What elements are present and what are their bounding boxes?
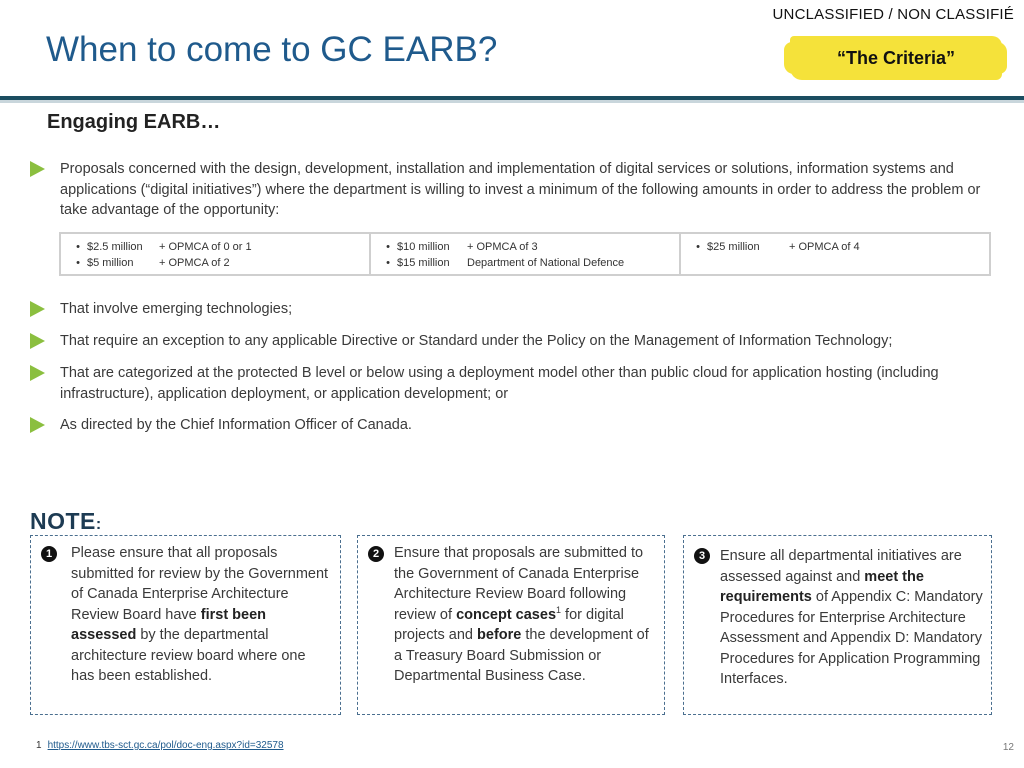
- section-heading: Engaging EARB…: [47, 111, 221, 133]
- threshold-condition: + OPMCA of 0 or 1: [159, 241, 252, 253]
- triangle-arrow-icon: [30, 301, 45, 317]
- bullet-text: That are categorized at the protected B level or below using a deployment model other than public cloud for application hosting (including infrastructure), application deployment, or application development; or: [60, 365, 939, 402]
- triangle-arrow-icon: [30, 161, 45, 177]
- footnote: [36, 740, 284, 751]
- threshold-amount: $5 million: [87, 257, 134, 269]
- note-emphasis: concept cases: [456, 606, 557, 623]
- note-text: the development of a Treasury Board Submission or Departmental Business Case.: [394, 627, 649, 684]
- note-box-1: [30, 535, 341, 715]
- bullet-dot-icon: •: [386, 257, 390, 269]
- threshold-amount: $25 million: [707, 241, 760, 253]
- note-heading-colon: :: [95, 516, 102, 533]
- criteria-badge-label: “The Criteria”: [836, 47, 956, 68]
- note-text: by the departmental architecture review board where one has been established.: [71, 627, 306, 684]
- criteria-bullet-exception: [60, 331, 995, 352]
- criteria-badge: [790, 36, 1002, 80]
- threshold-condition: + OPMCA of 4: [789, 241, 860, 253]
- triangle-arrow-icon: [30, 333, 45, 349]
- criteria-bullet-investment: [60, 159, 995, 221]
- bullet-dot-icon: •: [76, 257, 80, 269]
- criteria-bullet-protected-b: [60, 363, 995, 404]
- note-box-3: [683, 535, 992, 715]
- threshold-row: [69, 239, 361, 255]
- bullet-dot-icon: •: [76, 241, 80, 253]
- threshold-row: [379, 255, 671, 271]
- threshold-amount: $15 million: [397, 257, 450, 269]
- note-text: Ensure that proposals are submitted to the Government of Canada Enterprise Architecture Review Board following review of: [394, 545, 644, 623]
- triangle-arrow-icon: [30, 365, 45, 381]
- note-text: for digital projects and: [394, 606, 624, 643]
- number-one-icon: 1: [41, 546, 57, 562]
- note-box-2: [357, 535, 665, 715]
- number-three-icon: 3: [694, 548, 710, 564]
- threshold-amount: $2.5 million: [87, 241, 143, 253]
- criteria-bullet-emerging-tech: [60, 299, 995, 320]
- threshold-column: [369, 234, 679, 274]
- footnote-number: 1: [36, 740, 42, 751]
- investment-thresholds-table: [59, 232, 991, 276]
- threshold-column: [679, 234, 989, 274]
- page-title: When to come to GC EARB?: [46, 30, 498, 69]
- note-text: of Appendix C: Mandatory Procedures for Enterprise Architecture Assessment and Appendix D: Mandatory Procedures for Application Programming Interfaces.: [720, 589, 983, 687]
- threshold-row: [69, 255, 361, 271]
- note-text: Please ensure that all proposals submitted for review by the Government of Canada Enterprise Architecture Review Board have: [71, 545, 329, 623]
- number-two-icon: 2: [368, 546, 384, 562]
- bullet-text: As directed by the Chief Information Officer of Canada.: [60, 417, 412, 433]
- page-number: 12: [1002, 742, 1014, 753]
- note-emphasis: first been assessed: [71, 606, 267, 643]
- bullet-dot-icon: •: [696, 241, 700, 253]
- triangle-arrow-icon: [30, 417, 45, 433]
- bullet-text: That require an exception to any applicable Directive or Standard under the Policy on the Management of Information Technology;: [60, 333, 893, 349]
- note-heading: [30, 508, 102, 535]
- threshold-row: [689, 239, 981, 255]
- criteria-bullet-cio-directed: [60, 415, 995, 436]
- note-heading-text: NOTE: [30, 508, 96, 534]
- note-emphasis: meet the requirements: [720, 568, 924, 605]
- threshold-condition: Department of National Defence: [467, 257, 625, 269]
- bullet-text: That involve emerging technologies;: [60, 301, 293, 317]
- footnote-reference: 1: [556, 604, 562, 615]
- threshold-amount: $10 million: [397, 241, 450, 253]
- note-text: Ensure all departmental initiatives are assessed against and: [720, 548, 962, 585]
- threshold-condition: + OPMCA of 2: [159, 257, 230, 269]
- note-emphasis: before: [477, 627, 522, 643]
- footnote-link[interactable]: https://www.tbs-sct.gc.ca/pol/doc-eng.aspx?id=32578: [47, 740, 284, 751]
- header-divider-shadow: [0, 100, 1024, 103]
- threshold-row: [379, 239, 671, 255]
- threshold-condition: + OPMCA of 3: [467, 241, 538, 253]
- classification-label: UNCLASSIFIED / NON CLASSIFIÉ: [772, 6, 1014, 23]
- threshold-column: [61, 234, 369, 274]
- bullet-dot-icon: •: [386, 241, 390, 253]
- bullet-text: Proposals concerned with the design, development, installation and implementation of digital services or solutions, information systems and applications (“digital initiatives”) where the department is willing to invest a minimum of the following amounts in order to address the problem or take advantage of the opportunity:: [60, 161, 981, 218]
